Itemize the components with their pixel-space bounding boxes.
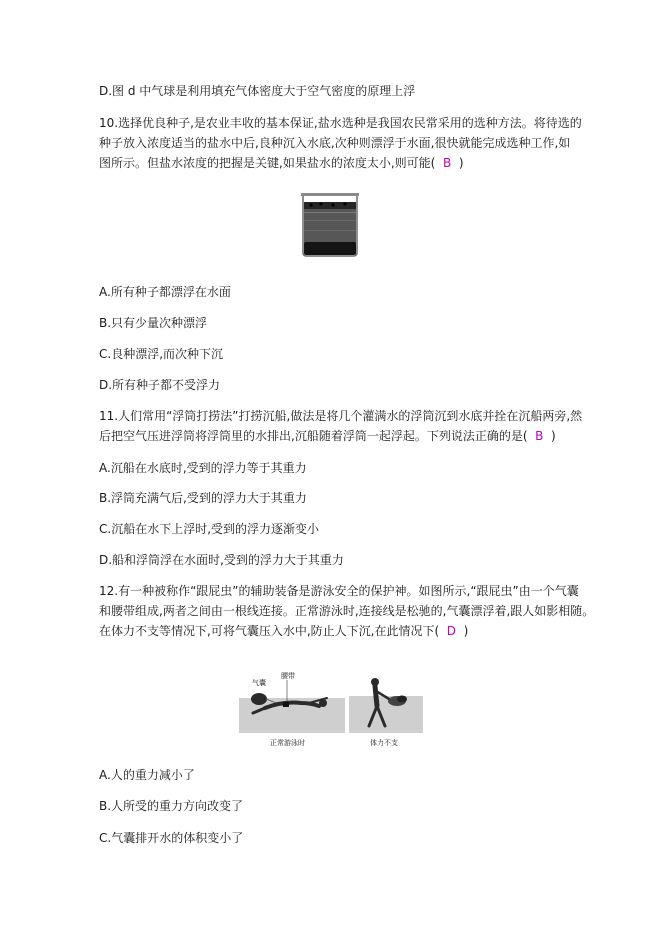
q10-option-a: A.所有种子都漂浮在水面: [99, 285, 231, 299]
q11-option-b: B.浮筒充满气后,受到的浮力大于其重力: [99, 491, 307, 505]
q12-line-1: 12.有一种被称作“跟屁虫”的辅助装备是游泳安全的保护神。如图所示,“跟屁虫”由一个气囊: [99, 584, 579, 598]
q10-option-b: B.只有少量次种漂浮: [99, 316, 208, 330]
q11-option-c: C.沉船在水下上浮时,受到的浮力逐渐变小: [99, 522, 320, 536]
panel-exhausted: [349, 673, 423, 733]
q10-paren-close: ): [458, 156, 464, 170]
q10-option-d: D.所有种子都不受浮力: [99, 378, 221, 392]
q11-line-2: [99, 429, 556, 443]
q11-line-1: 11.人们常用“浮筒打捞法”打捞沉船,做法是将几个灌满水的浮筒沉到水底并拴在沉船两旁,然: [99, 409, 583, 423]
q10-stem-end: 图所示。但盐水浓度的把握是关键,如果盐水的浓度太小,则可能(: [99, 156, 436, 170]
label-airbag: 气囊: [252, 679, 266, 687]
q12-answer: D: [446, 624, 457, 638]
q12-option-a: A.人的重力减小了: [99, 768, 195, 782]
q10-option-c: C.良种漂浮,而次种下沉: [99, 347, 224, 361]
q12-paren-close: ): [463, 624, 469, 638]
q11-paren-close: ): [551, 429, 556, 443]
q12-option-c: C.气囊排开水的体积变小了: [99, 831, 244, 845]
q10-answer: B: [442, 156, 452, 170]
q12-option-b: B.人所受的重力方向改变了: [99, 799, 244, 813]
q12-line-2: 和腰带组成,两者之间由一根线连接。正常游泳时,连接线是松驰的,气囊漂浮着,跟人如影相随。: [99, 604, 595, 618]
caption-normal-swimming: 正常游泳时: [270, 739, 305, 747]
panel-normal-swimming: [239, 671, 345, 733]
q11-answer: B: [535, 429, 544, 443]
q11-option-a: A.沉船在水底时,受到的浮力等于其重力: [99, 461, 307, 475]
q11-option-d: D.船和浮筒浮在水面时,受到的浮力大于其重力: [99, 553, 344, 567]
q11-stem-end: 后把空气压进浮筒将浮筒里的水排出,沉船随着浮筒一起浮起。下列说法正确的是(: [99, 429, 528, 443]
beaker-figure: [297, 190, 363, 260]
q12-stem-end: 在体力不支等情况下,可将气囊压入水中,防止人下沉,在此情况下(: [99, 624, 440, 638]
q10-line-2: 种子放入浓度适当的盐水中后,良种沉入水底,次种则漂浮于水面,很快就能完成选种工作,如: [99, 136, 571, 150]
swimming-float-figure: [239, 658, 423, 750]
caption-exhausted: 体力不支: [370, 739, 398, 747]
q10-line-3: [99, 156, 464, 170]
line-d-option: D.图 d 中气球是利用填充气体密度大于空气密度的原理上浮: [99, 84, 416, 98]
q10-line-1: 10.选择优良种子,是农业丰收的基本保证,盐水选种是我国农民常采用的选种方法。将待选的: [99, 116, 582, 130]
q12-line-3: [99, 624, 468, 638]
label-belt: 腰带: [281, 672, 295, 680]
